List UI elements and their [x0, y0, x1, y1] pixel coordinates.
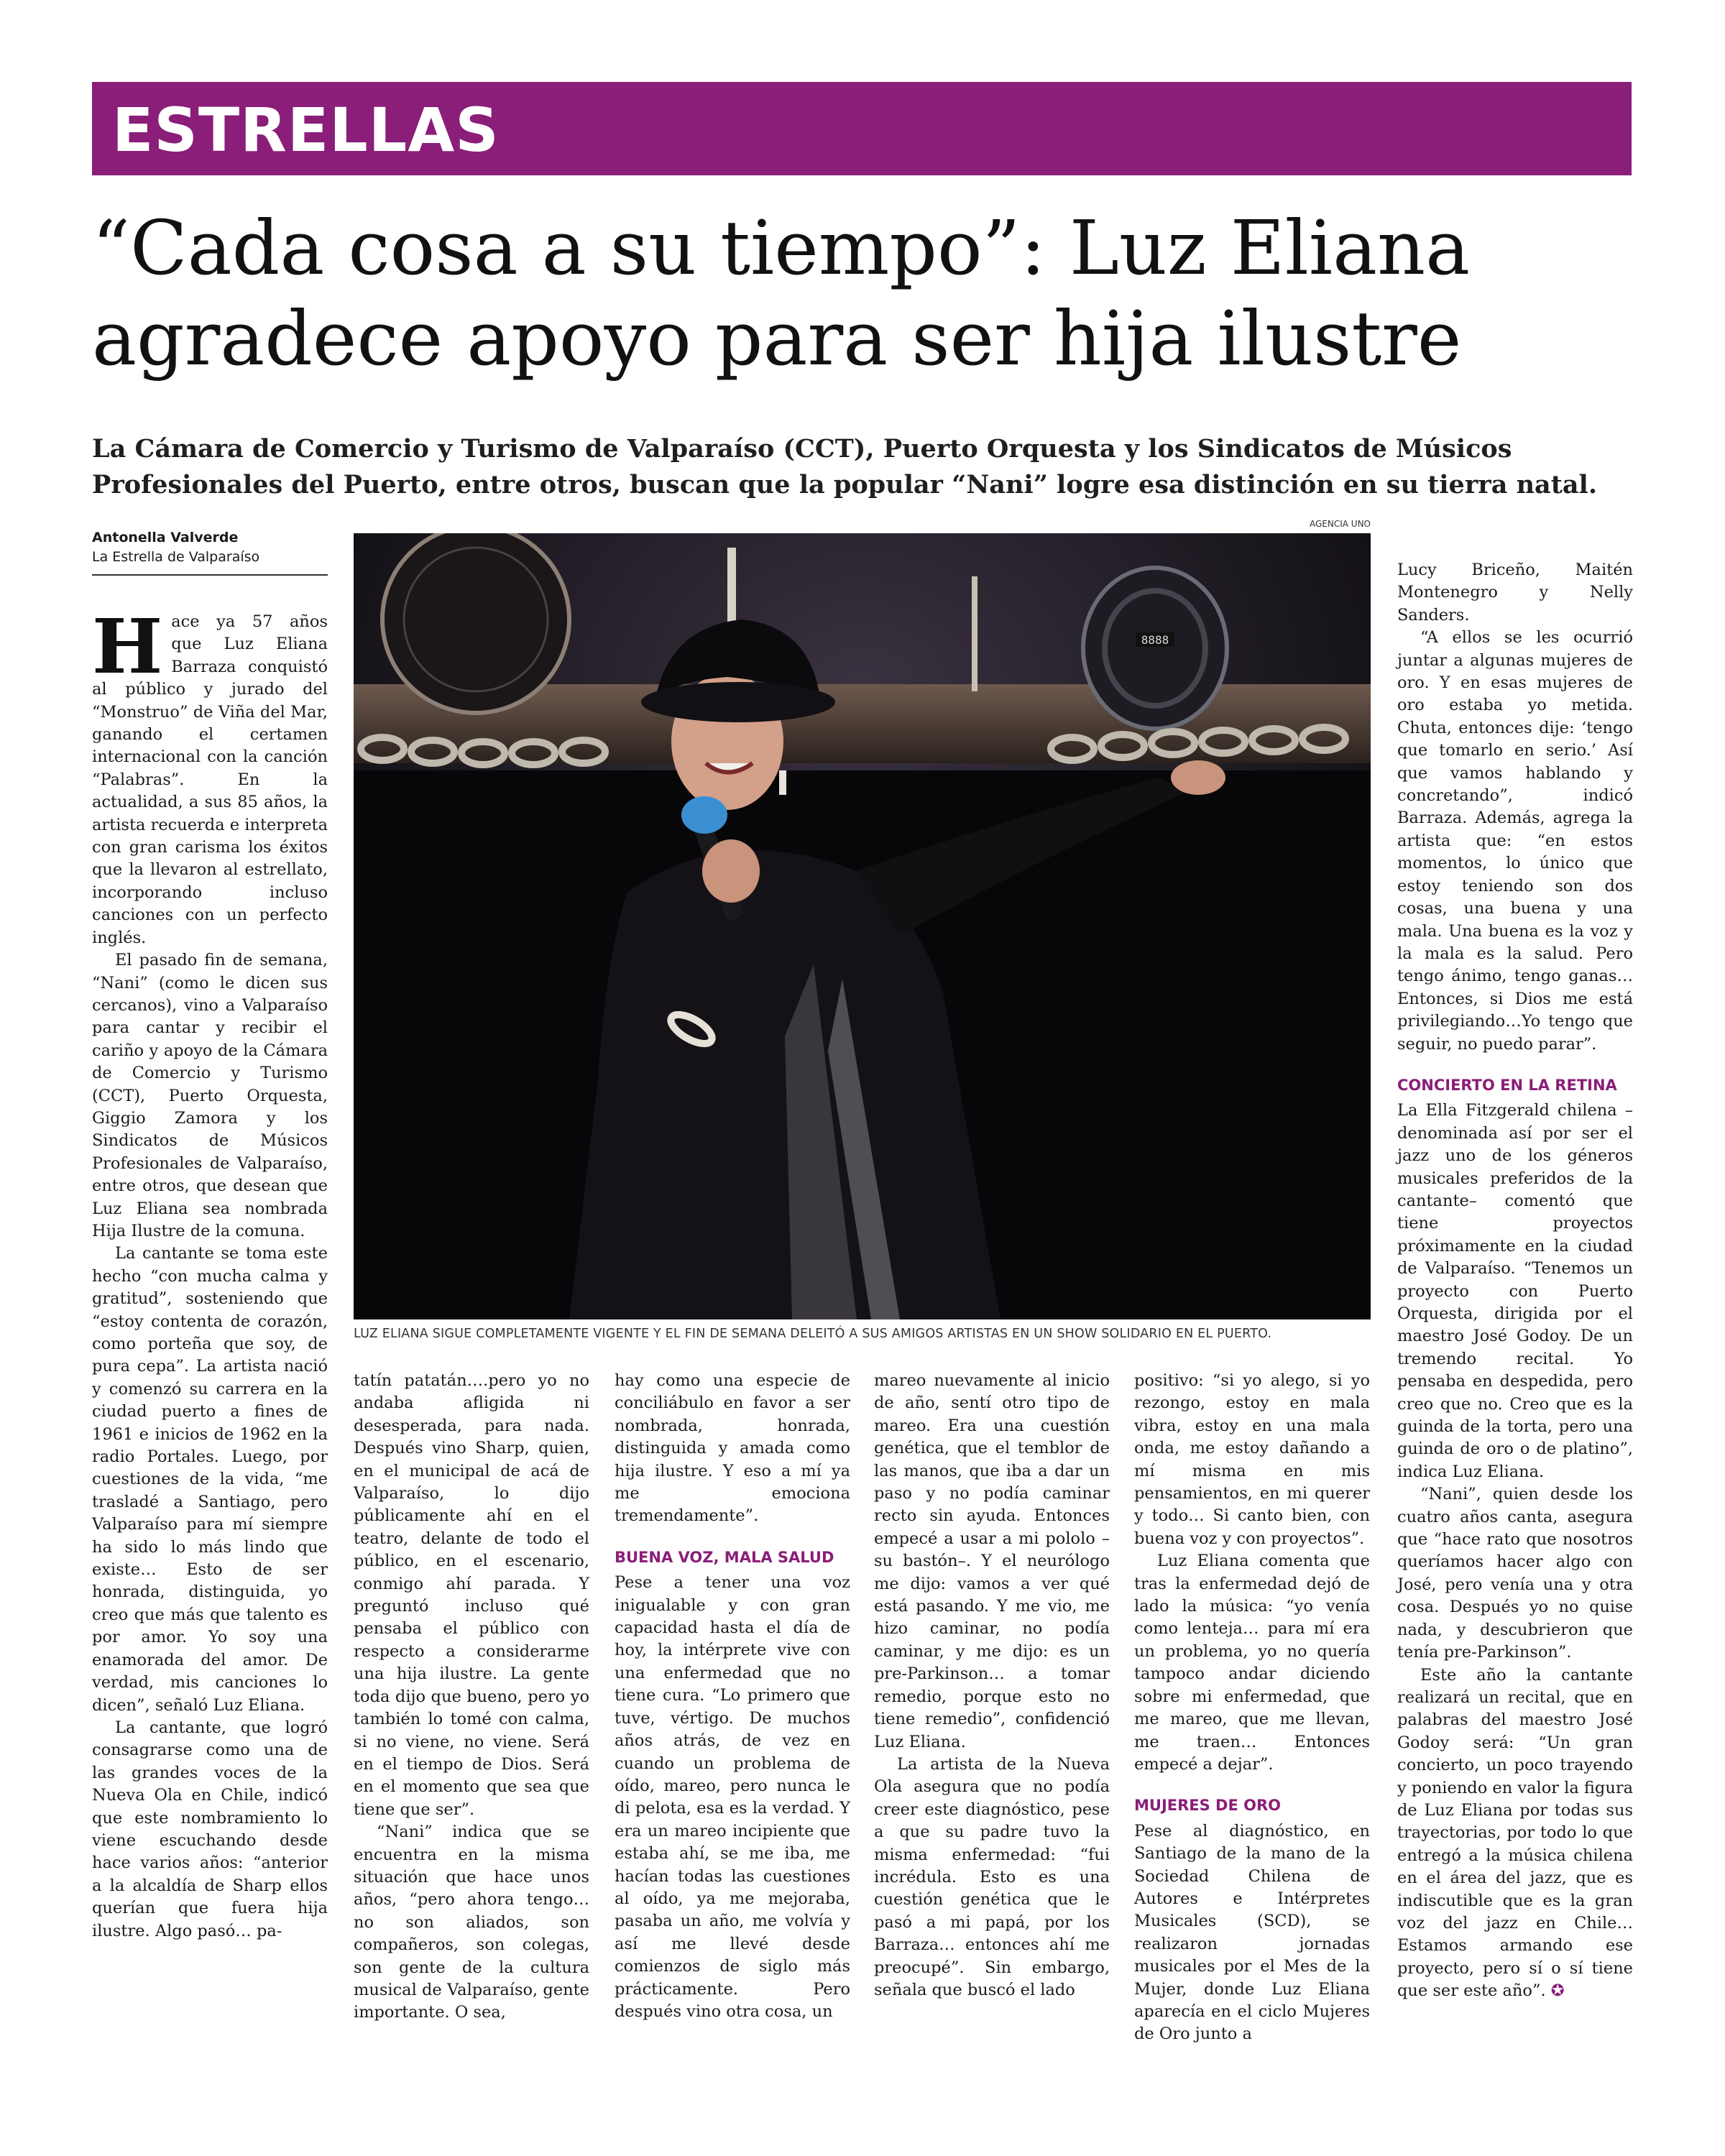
article-paragraph: “A ellos se les ocurrió juntar a algunas mujeres de oro. Y en esas mujeres de oro estaba yo metida. Chuta, entonces dije: ‘tengo que tomarlo en serio.’ Así que vamos hablando y concretando”, indicó Barraza. Además, agrega la artista que: “en estos momentos, lo único que estoy teniendo son dos cosas, una buena y una mala. Una buena es la voz y la mala es la salud. Pero tengo ánimo, tengo ganas… Entonces, si Dios me está privilegiando…Yo tengo que seguir, no puedo parar”. [1397, 628, 1633, 1054]
article-paragraph: El pasado fin de semana, “Nani” (como le dicen sus cercanos), vino a Valparaíso para cantar y recibir el cariño y apoyo de la Cámara de Comercio y Turismo (CCT), Puerto Orquesta, Giggio Zamora y los Sindicatos de Músicos Profesionales de Valparaíso, entre otros, que desean que Luz Eliana sea nombrada Hija Ilustre de la comuna. [92, 951, 328, 1240]
drop-cap: H [92, 602, 163, 691]
article-column-6 [1397, 559, 1633, 2003]
article-paragraph: La cantante, que logró consagrarse como una de las grandes voces de la Nueva Ola en Chile, indicó que este nombramiento lo viene escuchando desde hace varios años: “anterior a la alcaldía de Sharp ellos querían que fuera hija ilustre. Algo pasó… pa- [92, 1718, 328, 1940]
article-paragraph: Pese al diagnóstico, en Santiago de la mano de la Sociedad Chilena de Autores e Intérpretes Musicales (SCD), se realizaron jornadas musicales por el Mes de la Mujer, donde Luz Eliana aparecía en el ciclo Mujeres de Oro junto a [1134, 1821, 1370, 2044]
byline [92, 528, 328, 576]
article-paragraph: Este año la cantante realizará un recital, que en palabras del maestro José Godoy será: “Un gran concierto, un poco trayendo y poniendo en valor la figura de Luz Eliana por todas sus trayectorias, por todo lo que entregó a la música chilena en el área del jazz, que es indiscutible que es la gran voz del jazz en Chile… Estamos armando ese proyecto, pero sí o sí tiene que ser este año”. ✪ [1397, 1665, 1633, 2001]
article-column-2 [354, 1370, 589, 2024]
article-paragraph: Hace ya 57 años que Luz Eliana Barraza conquistó al público y jurado del “Monstruo” de Viña del Mar, ganando el certamen internacional con la canción “Palabras”. En la actualidad, a sus 85 años, la artista recuerda e interpreta con gran carisma los éxitos que la llevaron al estrellato, incorporando incluso canciones con un perfecto inglés. [92, 602, 328, 947]
article-paragraph: La cantante se toma este hecho “con mucha calma y gratitud”, sosteniendo que “estoy contenta de corazón, como porteña que soy, de pura cepa”. La artista nació y comenzó su carrera en la ciudad puerto a fines de 1961 e inicios de 1962 en la radio Portales. Luego, por cuestiones de la vida, “me trasladé a Santiago, pero Valparaíso para mí siempre ha sido lo más lindo que existe… Esto de ser honrada, distinguida, yo creo que más que talento es por amor. Yo soy una enamorada del amor. De verdad, mis canciones lo dicen”, señaló Luz Eliana. [92, 1244, 328, 1715]
subheading-concierto: CONCIERTO EN LA RETINA [1397, 1076, 1617, 1094]
singer-photo [354, 533, 1371, 1319]
author-name: Antonella Valverde [92, 530, 239, 545]
article-paragraph: Lucy Briceño, Maitén Montenegro y Nelly Sanders. [1397, 561, 1633, 625]
author-outlet: La Estrella de Valparaíso [92, 549, 260, 565]
article-paragraph: hay como una especie de conciliábulo en favor a ser nombrada, honrada, distinguida y amada como hija ilustre. Y eso a mí ya me emociona tremendamente”. [615, 1371, 850, 1526]
headline: “Cada cosa a su tiempo”: Luz Eliana agradece apoyo para ser hija ilustre [92, 204, 1471, 382]
article-paragraph: tatín patatán….pero yo no andaba afligida ni desesperada, para nada. Después vino Sharp, quien, en el municipal de acá de Valparaíso, lo dijo públicamente ahí en el teatro, delante de todo el público, en el escenario, conmigo ahí parada. Y preguntó incluso qué pensaba el público con respecto a considerarme una hija ilustre. La gente toda dijo que bueno, pero yo también lo tomé con calma, si no viene, no viene. Será en el tiempo de Dios. Será en el momento que sea que tiene que ser”. [354, 1371, 589, 1819]
photo-caption: LUZ ELIANA SIGUE COMPLETAMENTE VIGENTE Y EL FIN DE SEMANA DELEITÓ A SUS AMIGOS ARTISTAS EN UN SHOW SOLIDARIO EN EL PUERTO. [354, 1327, 1272, 1341]
article-column-5 [1134, 1370, 1370, 2046]
subheading-buena-voz: BUENA VOZ, MALA SALUD [615, 1548, 834, 1566]
article-column-3 [615, 1370, 850, 2023]
article-paragraph: La artista de la Nueva Ola asegura que no podía creer este diagnóstico, pese a que su padre tuvo la misma enfermedad: “fui incrédula. Esto es una cuestión genética que le pasó a mi papá, por los Barraza… entonces ahí me preocupé”. Sin embargo, señala que buscó el lado [874, 1754, 1110, 1999]
article-column-1 [92, 602, 328, 1943]
equipment-display: 8888 [1141, 633, 1169, 647]
section-banner [92, 82, 1632, 175]
article-column-4 [874, 1370, 1110, 2001]
end-of-article-icon: ✪ [1550, 1981, 1565, 2001]
article-paragraph: Pese a tener una voz inigualable y con gran capacidad hasta el día de hoy, la intérprete vive con una enfermedad que no tiene cura. “Lo primero que tuve, vértigo. De muchos años atrás, de vez en cuando un problema de oído, mareo, pero nunca le di pelota, esa es la verdad. Y era un mareo incipiente que estaba ahí, se me iba, me hacían todas las cuestiones al oído, ya me mejoraba, pasaba un año, me volvía y así me llevé desde comienzos de siglo más prácticamente. Pero después vino otra cosa, un [615, 1573, 850, 2021]
section-title: ESTRELLAS [112, 95, 500, 165]
article-paragraph: Luz Eliana comenta que tras la enfermedad dejó de lado la música: “yo venía como lenteja… para mí era un problema, yo no quería tampoco andar diciendo sobre mi enfermedad, que me mareo, que me llevan, me traen… Entonces empecé a dejar”. [1134, 1552, 1370, 1774]
subheading-mujeres-de-oro: MUJERES DE ORO [1134, 1797, 1282, 1815]
article-paragraph: “Nani” indica que se encuentra en la misma situación que hace unos años, “pero ahora tengo… no son aliados, son compañeros, son colegas, son gente de la cultura musical de Valparaíso, gente importante. O sea, [354, 1823, 589, 2022]
deck-subheadline: La Cámara de Comercio y Turismo de Valparaíso (CCT), Puerto Orquesta y los Sindicatos de Músicos Profesionales del Puerto, entre otros, buscan que la popular “Nani” logre esa distinción en su tierra natal. [92, 434, 1598, 499]
article-paragraph: “Nani”, quien desde los cuatro años canta, asegura que “hace rato que nosotros queríamos hacer algo con José, pero venía una y otra cosa. Después yo no quise nada, y descubrieron que tenía pre-Parkinson”. [1397, 1485, 1633, 1662]
article-paragraph: positivo: “si yo alego, si yo rezongo, estoy en mala vibra, estoy en una mala onda, me estoy dañando a mí misma en mis pensamientos, en mi querer y todo… Si canto bien, con buena voz y con proyectos”. [1134, 1371, 1370, 1548]
photo-credit: AGENCIA UNO [1309, 519, 1371, 529]
article-paragraph: La Ella Fitzgerald chilena –denominada así por ser el jazz uno de los géneros musicales preferidos de la cantante– comentó que tiene proyectos próximamente en la ciudad de Valparaíso. “Tenemos un proyecto con Puerto Orquesta, dirigida por el maestro José Godoy. De un tremendo recital. Yo pensaba en despedida, pero creo que no. Creo que es la guinda de la torta, pero una guinda de oro o de platino”, indica Luz Eliana. [1397, 1101, 1633, 1481]
article-paragraph: mareo nuevamente al inicio de año, sentí otro tipo de mareo. Era una cuestión genética, que el temblor de las manos, que iba a dar un paso y no podía caminar recto sin ayuda. Entonces empecé a usar a mi pololo –su bastón–. Y el neurólogo me dijo: vamos a ver qué está pasando. Y me vio, me hizo caminar, no podía caminar, y me dijo: es un pre-Parkinson… a tomar remedio, porque esto no tiene remedio”, confidenció Luz Eliana. [874, 1371, 1110, 1751]
